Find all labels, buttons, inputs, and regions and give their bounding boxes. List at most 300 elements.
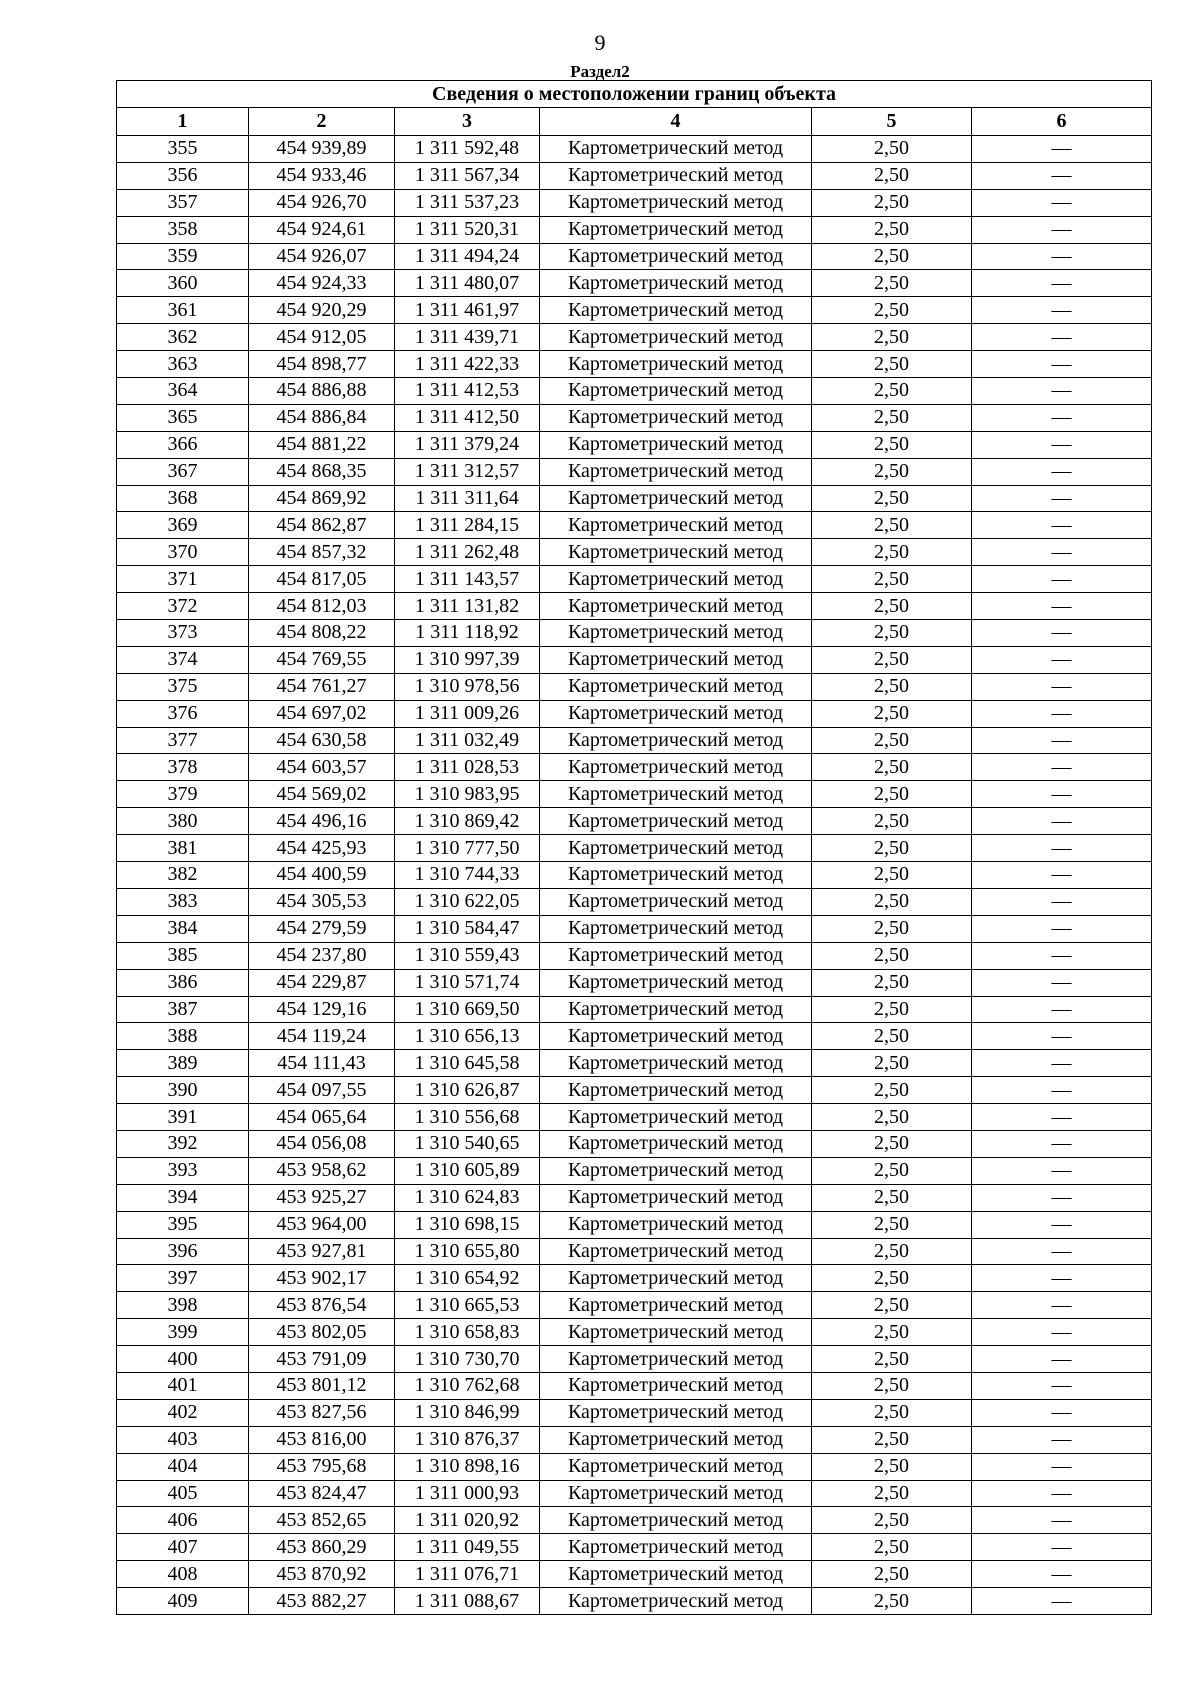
point-number-cell: 374 (117, 646, 249, 673)
point-number-cell: 376 (117, 700, 249, 727)
coord-y-cell: 1 310 559,43 (395, 942, 540, 969)
coord-x-cell: 454 496,16 (249, 808, 395, 835)
method-cell: Картометрический метод (540, 485, 812, 512)
table-body (117, 136, 1152, 1615)
accuracy-cell: 2,50 (812, 1077, 972, 1104)
coord-y-cell: 1 311 379,24 (395, 431, 540, 458)
point-number-cell: 372 (117, 593, 249, 620)
description-cell: — (972, 243, 1152, 270)
description-cell: — (972, 754, 1152, 781)
description-cell: — (972, 620, 1152, 647)
coord-x-cell: 454 886,88 (249, 378, 395, 405)
accuracy-cell: 2,50 (812, 485, 972, 512)
coord-x-cell: 454 237,80 (249, 942, 395, 969)
description-cell: — (972, 700, 1152, 727)
table-row (117, 1346, 1152, 1373)
method-cell: Картометрический метод (540, 646, 812, 673)
description-cell: — (972, 324, 1152, 351)
accuracy-cell: 2,50 (812, 1319, 972, 1346)
point-number-cell: 380 (117, 808, 249, 835)
point-number-cell: 365 (117, 404, 249, 431)
method-cell: Картометрический метод (540, 458, 812, 485)
accuracy-cell: 2,50 (812, 1292, 972, 1319)
coord-y-cell: 1 311 131,82 (395, 593, 540, 620)
description-cell: — (972, 1292, 1152, 1319)
method-cell: Картометрический метод (540, 700, 812, 727)
coord-x-cell: 454 569,02 (249, 781, 395, 808)
accuracy-cell: 2,50 (812, 781, 972, 808)
table-row (117, 646, 1152, 673)
point-number-cell: 400 (117, 1346, 249, 1373)
method-cell: Картометрический метод (540, 835, 812, 862)
method-cell: Картометрический метод (540, 781, 812, 808)
column-number: 1 (117, 108, 249, 136)
accuracy-cell: 2,50 (812, 1372, 972, 1399)
coord-x-cell: 454 912,05 (249, 324, 395, 351)
coord-y-cell: 1 311 422,33 (395, 351, 540, 378)
table-row (117, 404, 1152, 431)
accuracy-cell: 2,50 (812, 808, 972, 835)
method-cell: Картометрический метод (540, 1534, 812, 1561)
coord-x-cell: 454 603,57 (249, 754, 395, 781)
coord-y-cell: 1 310 669,50 (395, 996, 540, 1023)
accuracy-cell: 2,50 (812, 646, 972, 673)
coord-y-cell: 1 311 076,71 (395, 1561, 540, 1588)
table-row (117, 1130, 1152, 1157)
coord-x-cell: 453 827,56 (249, 1399, 395, 1426)
method-cell: Картометрический метод (540, 216, 812, 243)
coord-x-cell: 454 279,59 (249, 915, 395, 942)
coord-x-cell: 453 902,17 (249, 1265, 395, 1292)
point-number-cell: 401 (117, 1372, 249, 1399)
coord-x-cell: 454 881,22 (249, 431, 395, 458)
table-row (117, 1399, 1152, 1426)
point-number-cell: 373 (117, 620, 249, 647)
accuracy-cell: 2,50 (812, 673, 972, 700)
method-cell: Картометрический метод (540, 1265, 812, 1292)
method-cell: Картометрический метод (540, 351, 812, 378)
coord-y-cell: 1 310 605,89 (395, 1157, 540, 1184)
method-cell: Картометрический метод (540, 431, 812, 458)
accuracy-cell: 2,50 (812, 162, 972, 189)
description-cell: — (972, 862, 1152, 889)
coord-x-cell: 454 933,46 (249, 162, 395, 189)
description-cell: — (972, 512, 1152, 539)
coord-x-cell: 454 939,89 (249, 136, 395, 163)
accuracy-cell: 2,50 (812, 1238, 972, 1265)
coord-y-cell: 1 311 028,53 (395, 754, 540, 781)
accuracy-cell: 2,50 (812, 1184, 972, 1211)
coord-y-cell: 1 310 584,47 (395, 915, 540, 942)
method-cell: Картометрический метод (540, 1157, 812, 1184)
coord-y-cell: 1 311 311,64 (395, 485, 540, 512)
description-cell: — (972, 485, 1152, 512)
accuracy-cell: 2,50 (812, 915, 972, 942)
coord-y-cell: 1 310 540,65 (395, 1130, 540, 1157)
description-cell: — (972, 1534, 1152, 1561)
coord-x-cell: 454 868,35 (249, 458, 395, 485)
method-cell: Картометрический метод (540, 1372, 812, 1399)
table-row (117, 808, 1152, 835)
accuracy-cell: 2,50 (812, 512, 972, 539)
method-cell: Картометрический метод (540, 1426, 812, 1453)
method-cell: Картометрический метод (540, 754, 812, 781)
coord-x-cell: 453 801,12 (249, 1372, 395, 1399)
description-cell: — (972, 1211, 1152, 1238)
method-cell: Картометрический метод (540, 673, 812, 700)
method-cell: Картометрический метод (540, 1346, 812, 1373)
description-cell: — (972, 297, 1152, 324)
coord-y-cell: 1 311 592,48 (395, 136, 540, 163)
description-cell: — (972, 378, 1152, 405)
point-number-cell: 409 (117, 1588, 249, 1615)
method-cell: Картометрический метод (540, 297, 812, 324)
table-row (117, 593, 1152, 620)
table-row (117, 727, 1152, 754)
coord-x-cell: 454 812,03 (249, 593, 395, 620)
description-cell: — (972, 1238, 1152, 1265)
description-cell: — (972, 727, 1152, 754)
method-cell: Картометрический метод (540, 862, 812, 889)
table-title-row (117, 81, 1152, 108)
accuracy-cell: 2,50 (812, 324, 972, 351)
table-row (117, 431, 1152, 458)
accuracy-cell: 2,50 (812, 1453, 972, 1480)
accuracy-cell: 2,50 (812, 754, 972, 781)
table-row (117, 1104, 1152, 1131)
table-row (117, 1561, 1152, 1588)
accuracy-cell: 2,50 (812, 270, 972, 297)
coord-y-cell: 1 310 622,05 (395, 888, 540, 915)
coord-y-cell: 1 311 567,34 (395, 162, 540, 189)
coord-x-cell: 454 111,43 (249, 1050, 395, 1077)
accuracy-cell: 2,50 (812, 996, 972, 1023)
table-row (117, 297, 1152, 324)
accuracy-cell: 2,50 (812, 566, 972, 593)
table-row (117, 673, 1152, 700)
coord-y-cell: 1 311 461,97 (395, 297, 540, 324)
table-row (117, 1372, 1152, 1399)
description-cell: — (972, 189, 1152, 216)
coord-y-cell: 1 310 665,53 (395, 1292, 540, 1319)
method-cell: Картометрический метод (540, 324, 812, 351)
point-number-cell: 398 (117, 1292, 249, 1319)
method-cell: Картометрический метод (540, 1050, 812, 1077)
coord-x-cell: 454 926,07 (249, 243, 395, 270)
accuracy-cell: 2,50 (812, 136, 972, 163)
table-row (117, 1157, 1152, 1184)
point-number-cell: 364 (117, 378, 249, 405)
method-cell: Картометрический метод (540, 1184, 812, 1211)
coord-y-cell: 1 311 032,49 (395, 727, 540, 754)
description-cell: — (972, 673, 1152, 700)
description-cell: — (972, 915, 1152, 942)
table-row (117, 162, 1152, 189)
table-row (117, 1480, 1152, 1507)
accuracy-cell: 2,50 (812, 297, 972, 324)
method-cell: Картометрический метод (540, 566, 812, 593)
coord-y-cell: 1 311 439,71 (395, 324, 540, 351)
table-row (117, 1184, 1152, 1211)
column-number: 2 (249, 108, 395, 136)
method-cell: Картометрический метод (540, 243, 812, 270)
point-number-cell: 358 (117, 216, 249, 243)
description-cell: — (972, 808, 1152, 835)
point-number-cell: 388 (117, 1023, 249, 1050)
point-number-cell: 393 (117, 1157, 249, 1184)
coord-x-cell: 454 761,27 (249, 673, 395, 700)
point-number-cell: 371 (117, 566, 249, 593)
coord-x-cell: 454 769,55 (249, 646, 395, 673)
accuracy-cell: 2,50 (812, 593, 972, 620)
point-number-cell: 362 (117, 324, 249, 351)
coord-x-cell: 453 925,27 (249, 1184, 395, 1211)
coord-y-cell: 1 310 730,70 (395, 1346, 540, 1373)
coord-y-cell: 1 311 412,50 (395, 404, 540, 431)
coord-y-cell: 1 311 000,93 (395, 1480, 540, 1507)
point-number-cell: 382 (117, 862, 249, 889)
method-cell: Картометрический метод (540, 1561, 812, 1588)
accuracy-cell: 2,50 (812, 378, 972, 405)
method-cell: Картометрический метод (540, 1480, 812, 1507)
coord-x-cell: 454 898,77 (249, 351, 395, 378)
table-row (117, 1426, 1152, 1453)
point-number-cell: 403 (117, 1426, 249, 1453)
point-number-cell: 379 (117, 781, 249, 808)
coord-y-cell: 1 310 876,37 (395, 1426, 540, 1453)
accuracy-cell: 2,50 (812, 189, 972, 216)
coord-x-cell: 453 876,54 (249, 1292, 395, 1319)
description-cell: — (972, 1077, 1152, 1104)
description-cell: — (972, 646, 1152, 673)
description-cell: — (972, 458, 1152, 485)
description-cell: — (972, 1507, 1152, 1534)
coord-x-cell: 453 964,00 (249, 1211, 395, 1238)
description-cell: — (972, 1050, 1152, 1077)
accuracy-cell: 2,50 (812, 431, 972, 458)
accuracy-cell: 2,50 (812, 1534, 972, 1561)
description-cell: — (972, 996, 1152, 1023)
table-row (117, 1534, 1152, 1561)
coord-x-cell: 454 305,53 (249, 888, 395, 915)
coord-y-cell: 1 310 656,13 (395, 1023, 540, 1050)
method-cell: Картометрический метод (540, 1104, 812, 1131)
table-row (117, 485, 1152, 512)
method-cell: Картометрический метод (540, 162, 812, 189)
table-row (117, 189, 1152, 216)
point-number-cell: 361 (117, 297, 249, 324)
description-cell: — (972, 1319, 1152, 1346)
description-cell: — (972, 404, 1152, 431)
method-cell: Картометрический метод (540, 1588, 812, 1615)
point-number-cell: 357 (117, 189, 249, 216)
coord-y-cell: 1 310 744,33 (395, 862, 540, 889)
point-number-cell: 396 (117, 1238, 249, 1265)
coord-y-cell: 1 310 655,80 (395, 1238, 540, 1265)
coord-y-cell: 1 311 312,57 (395, 458, 540, 485)
method-cell: Картометрический метод (540, 1077, 812, 1104)
point-number-cell: 369 (117, 512, 249, 539)
coord-x-cell: 454 817,05 (249, 566, 395, 593)
coord-x-cell: 453 860,29 (249, 1534, 395, 1561)
coord-x-cell: 454 808,22 (249, 620, 395, 647)
coord-y-cell: 1 311 537,23 (395, 189, 540, 216)
column-number-row (117, 108, 1152, 136)
method-cell: Картометрический метод (540, 404, 812, 431)
method-cell: Картометрический метод (540, 1130, 812, 1157)
table-row (117, 351, 1152, 378)
table-row (117, 1292, 1152, 1319)
method-cell: Картометрический метод (540, 888, 812, 915)
table-row (117, 270, 1152, 297)
table-row (117, 378, 1152, 405)
table-row (117, 969, 1152, 996)
coord-x-cell: 454 129,16 (249, 996, 395, 1023)
table-row (117, 996, 1152, 1023)
table-row (117, 243, 1152, 270)
coord-y-cell: 1 311 143,57 (395, 566, 540, 593)
table-row (117, 1319, 1152, 1346)
point-number-cell: 395 (117, 1211, 249, 1238)
method-cell: Картометрический метод (540, 539, 812, 566)
table-row (117, 1077, 1152, 1104)
method-cell: Картометрический метод (540, 1211, 812, 1238)
accuracy-cell: 2,50 (812, 1426, 972, 1453)
description-cell: — (972, 835, 1152, 862)
method-cell: Картометрический метод (540, 808, 812, 835)
table-row (117, 1453, 1152, 1480)
description-cell: — (972, 431, 1152, 458)
coord-y-cell: 1 311 049,55 (395, 1534, 540, 1561)
description-cell: — (972, 566, 1152, 593)
description-cell: — (972, 216, 1152, 243)
point-number-cell: 363 (117, 351, 249, 378)
point-number-cell: 390 (117, 1077, 249, 1104)
point-number-cell: 394 (117, 1184, 249, 1211)
table-row (117, 1023, 1152, 1050)
point-number-cell: 383 (117, 888, 249, 915)
coord-y-cell: 1 311 009,26 (395, 700, 540, 727)
column-number: 4 (540, 108, 812, 136)
coord-y-cell: 1 311 118,92 (395, 620, 540, 647)
method-cell: Картометрический метод (540, 189, 812, 216)
coord-x-cell: 454 857,32 (249, 539, 395, 566)
description-cell: — (972, 1453, 1152, 1480)
coord-y-cell: 1 311 520,31 (395, 216, 540, 243)
table-row (117, 1211, 1152, 1238)
table-row (117, 1238, 1152, 1265)
coord-y-cell: 1 310 983,95 (395, 781, 540, 808)
coord-x-cell: 454 065,64 (249, 1104, 395, 1131)
coord-y-cell: 1 310 645,58 (395, 1050, 540, 1077)
point-number-cell: 378 (117, 754, 249, 781)
point-number-cell: 389 (117, 1050, 249, 1077)
method-cell: Картометрический метод (540, 620, 812, 647)
point-number-cell: 385 (117, 942, 249, 969)
coord-x-cell: 453 816,00 (249, 1426, 395, 1453)
method-cell: Картометрический метод (540, 1238, 812, 1265)
coord-x-cell: 454 920,29 (249, 297, 395, 324)
coord-y-cell: 1 311 412,53 (395, 378, 540, 405)
description-cell: — (972, 1372, 1152, 1399)
accuracy-cell: 2,50 (812, 1507, 972, 1534)
point-number-cell: 386 (117, 969, 249, 996)
boundaries-table (116, 80, 1152, 1615)
coord-x-cell: 453 882,27 (249, 1588, 395, 1615)
accuracy-cell: 2,50 (812, 1211, 972, 1238)
method-cell: Картометрический метод (540, 996, 812, 1023)
description-cell: — (972, 1157, 1152, 1184)
table-row (117, 539, 1152, 566)
accuracy-cell: 2,50 (812, 700, 972, 727)
coord-y-cell: 1 310 846,99 (395, 1399, 540, 1426)
description-cell: — (972, 781, 1152, 808)
description-cell: — (972, 1346, 1152, 1373)
point-number-cell: 406 (117, 1507, 249, 1534)
description-cell: — (972, 162, 1152, 189)
table-title: Сведения о местоположении границ объекта (117, 81, 1152, 108)
method-cell: Картометрический метод (540, 378, 812, 405)
coord-y-cell: 1 311 284,15 (395, 512, 540, 539)
method-cell: Картометрический метод (540, 136, 812, 163)
coord-x-cell: 453 927,81 (249, 1238, 395, 1265)
accuracy-cell: 2,50 (812, 1480, 972, 1507)
table-row (117, 781, 1152, 808)
method-cell: Картометрический метод (540, 1319, 812, 1346)
description-cell: — (972, 969, 1152, 996)
coord-y-cell: 1 311 088,67 (395, 1588, 540, 1615)
point-number-cell: 397 (117, 1265, 249, 1292)
coord-x-cell: 453 791,09 (249, 1346, 395, 1373)
accuracy-cell: 2,50 (812, 1346, 972, 1373)
coord-x-cell: 453 795,68 (249, 1453, 395, 1480)
table-row (117, 1507, 1152, 1534)
coord-y-cell: 1 310 556,68 (395, 1104, 540, 1131)
table-row (117, 216, 1152, 243)
table-row (117, 754, 1152, 781)
accuracy-cell: 2,50 (812, 1588, 972, 1615)
coord-x-cell: 454 886,84 (249, 404, 395, 431)
table-row (117, 324, 1152, 351)
coord-x-cell: 454 924,33 (249, 270, 395, 297)
table-row (117, 835, 1152, 862)
coord-x-cell: 453 802,05 (249, 1319, 395, 1346)
point-number-cell: 367 (117, 458, 249, 485)
description-cell: — (972, 593, 1152, 620)
coord-x-cell: 453 958,62 (249, 1157, 395, 1184)
description-cell: — (972, 888, 1152, 915)
table-row (117, 915, 1152, 942)
point-number-cell: 391 (117, 1104, 249, 1131)
section-label: Раздел2 (570, 62, 630, 81)
description-cell: — (972, 1588, 1152, 1615)
coord-y-cell: 1 310 777,50 (395, 835, 540, 862)
point-number-cell: 392 (117, 1130, 249, 1157)
accuracy-cell: 2,50 (812, 404, 972, 431)
coord-y-cell: 1 311 494,24 (395, 243, 540, 270)
coord-y-cell: 1 311 262,48 (395, 539, 540, 566)
accuracy-cell: 2,50 (812, 1104, 972, 1131)
description-cell: — (972, 1023, 1152, 1050)
description-cell: — (972, 270, 1152, 297)
page-number: 9 (594, 30, 606, 55)
description-cell: — (972, 942, 1152, 969)
method-cell: Картометрический метод (540, 593, 812, 620)
method-cell: Картометрический метод (540, 942, 812, 969)
accuracy-cell: 2,50 (812, 1561, 972, 1588)
coord-y-cell: 1 310 571,74 (395, 969, 540, 996)
point-number-cell: 359 (117, 243, 249, 270)
